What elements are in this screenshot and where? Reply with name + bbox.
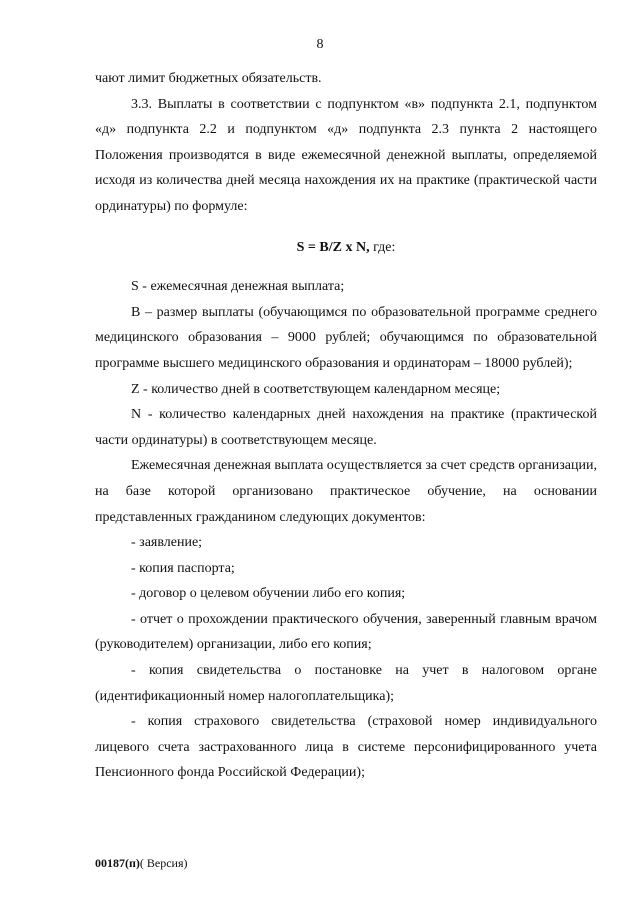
paragraph-continuation: чают лимит бюджетных обязательств. — [95, 71, 322, 86]
list-item: - заявление; — [131, 535, 203, 551]
formula-expression: S = B/Z x N, — [296, 239, 370, 255]
list-item: - договор о целевом обучении либо его копия; — [131, 586, 406, 602]
definition-s: S - ежемесячная денежная выплата; — [131, 279, 345, 295]
document-code: 00187(п) — [95, 856, 140, 870]
page-number: 8 — [316, 37, 324, 52]
document-body — [95, 66, 597, 786]
paragraph-payment-source: Ежемесячная денежная выплата осуществляется за счет средств организации, на базе которой организовано практическое обучение, на основании представленных гражданином следующих документов: — [95, 458, 597, 525]
list-item: - копия страхового свидетельства (страховой номер индивидуального лицевого счета застрахованного лица в системе персонифицированного учета Пенсионного фонда Российской Федерации); — [95, 714, 597, 781]
list-item: - отчет о прохождении практического обучения, заверенный главным врачом (руководителем) организации, либо его копия; — [95, 611, 597, 653]
list-item: - копия паспорта; — [131, 560, 235, 576]
formula — [95, 235, 597, 261]
definition-z: Z - количество дней в соответствующем календарном месяце; — [131, 381, 501, 397]
list-item: - копия свидетельства о постановке на учет в налоговом органе (идентификационный номер налогоплательщика); — [95, 663, 597, 704]
document-version: ( Версия) — [139, 856, 188, 870]
definition-b: B – размер выплаты (обучающимся по образовательной программе среднего медицинского образования – 9000 рублей; обучающимся по образовательной программе высшего медицинского образования и ординаторам – 18000 рублей); — [95, 304, 597, 371]
formula-where: где: — [369, 239, 396, 255]
paragraph-3-3: 3.3. Выплаты в соответствии с подпунктом «в» подпункта 2.1, подпунктом «д» подпункта 2.2 и подпунктом «д» подпункта 2.3 пункта 2 настоящего Положения производятся в виде ежемесячной денежной выплаты, определяемой исходя из количества дней месяца нахождения их на практике (практической части ординатуры) по формуле: — [95, 96, 597, 214]
definition-n: N - количество календарных дней нахождения на практике (практической части ординатуры) в соответствующем месяце. — [95, 407, 597, 448]
document-footer — [95, 856, 188, 871]
